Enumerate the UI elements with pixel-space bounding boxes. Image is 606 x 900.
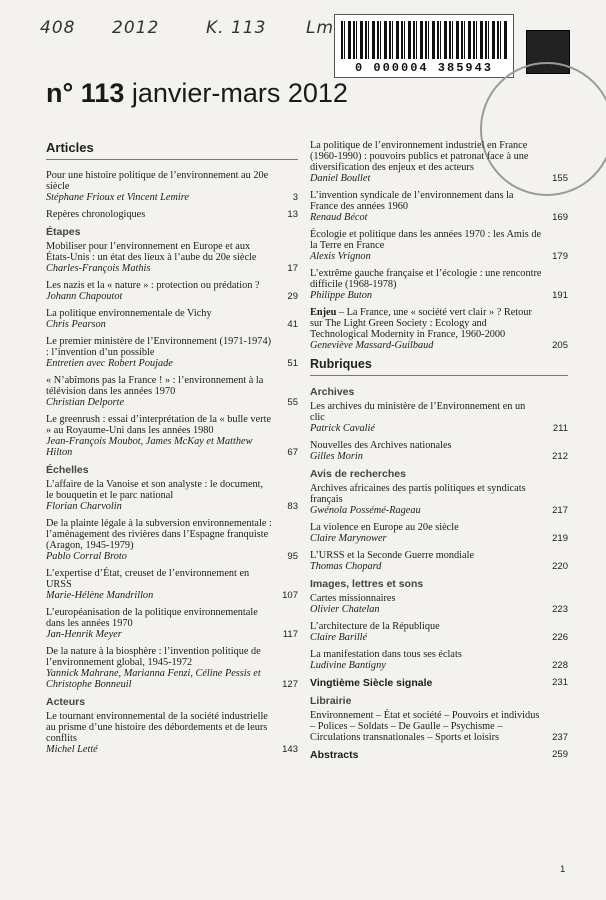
toc-entry[interactable]	[310, 190, 568, 223]
avis-heading: Avis de recherches	[310, 468, 406, 480]
toc-entry[interactable]	[46, 241, 298, 274]
toc-entry[interactable]	[46, 479, 298, 512]
toc-entry[interactable]	[310, 621, 568, 643]
enjeu-entry[interactable]: Enjeu – La France, une « société vert clair » ? Retour sur The Light Green Society : Ecology and Technological Modernity in France, 1960-2000 Geneviève Massard-Guilbaud 205	[310, 307, 568, 351]
entry-page: 219	[552, 533, 568, 544]
barcode-label	[334, 14, 514, 78]
entry-page: 117	[282, 629, 298, 640]
entry-title: La politique environnementale de Vichy	[46, 308, 212, 319]
toc-entry[interactable]	[46, 518, 298, 562]
entry-page: 51	[287, 358, 298, 369]
barcode-number: 0 000004 385943	[354, 61, 494, 75]
entry-authors: Charles-François Mathis	[46, 263, 151, 274]
entry-title: Le premier ministère de l’Environnement (1971-1974) : l’invention d’un possible	[46, 336, 272, 358]
entry-page: 155	[552, 173, 568, 184]
entry-title: Archives africaines des partis politiques et syndicats français	[310, 483, 526, 505]
toc-entry[interactable]	[46, 607, 298, 640]
entry-authors: Pablo Corral Broto	[46, 551, 127, 562]
entry-authors: Patrick Cavalié	[310, 423, 375, 434]
entry-authors: Yannick Mahrane, Marianna Fenzi, Céline Pessis et Christophe Bonneuil	[46, 668, 261, 690]
entry-title: L’invention syndicale de l’environnement dans la France des années 1960	[310, 190, 514, 212]
toc-left-column	[46, 140, 298, 761]
toc-entry[interactable]	[46, 336, 298, 369]
entry-title: L’extrême gauche française et l’écologie : une rencontre difficile (1968-1978)	[310, 268, 542, 290]
entry-page: 226	[552, 632, 568, 643]
entry-title: La politique de l’environnement industriel en France (1960-1990) : pouvoirs publics et patronat face à une diversification des enjeux et des acteurs	[310, 140, 529, 173]
entry-authors: Renaud Bécot	[310, 212, 368, 223]
toc-entry[interactable]	[46, 308, 298, 330]
images-list	[310, 593, 568, 671]
toc-entry[interactable]	[46, 568, 298, 601]
divider	[310, 375, 568, 376]
archives-list	[310, 401, 568, 462]
toc-entry[interactable]	[46, 414, 298, 458]
entry-authors: Claire Barillé	[310, 632, 368, 643]
entry-title: « N’abîmons pas la France ! » : l’environnement à la télévision dans les années 1970	[46, 375, 264, 397]
entry-title: L’expertise d’État, creuset de l’environnement en URSS	[46, 568, 250, 590]
entry-authors: Michel Letté	[46, 744, 98, 755]
toc-entry[interactable]	[310, 268, 568, 301]
vingtieme-entry[interactable]: Vingtième Siècle signale 231	[310, 677, 568, 689]
entry-title: Le tournant environnemental de la société industrielle au prisme d’une histoire des débordements et de leurs conflits	[46, 711, 268, 744]
librairie-entry[interactable]: Environnement – État et société – Pouvoirs et individus – Polices – Soldats – De Gaulle – Psychisme – Circulations transnationales – Sports et loisirs 237	[310, 710, 568, 743]
entry-authors: Christian Delporte	[46, 397, 125, 408]
toc-entry[interactable]	[310, 140, 568, 184]
toc-entry[interactable]	[310, 440, 568, 462]
abstracts-entry[interactable]: Abstracts 259	[310, 749, 568, 761]
acteurs-list-left	[46, 711, 298, 755]
entry-page: 95	[287, 551, 298, 562]
toc-entry[interactable]	[310, 401, 568, 434]
entry-authors: Florian Charvolin	[46, 501, 122, 512]
entry-title: L’architecture de la République	[310, 621, 440, 632]
rubriques-heading: Rubriques	[310, 357, 372, 371]
entry-title: Les nazis et la « nature » : protection ou prédation ?	[46, 280, 260, 291]
toc-entry[interactable]	[46, 375, 298, 408]
entry-authors: Entretien avec Robert Poujade	[46, 358, 173, 369]
divider	[46, 159, 298, 160]
entry-authors: Jean-François Moubot, James McKay et Matthew Hilton	[46, 436, 253, 458]
entry-title: La manifestation dans tous ses éclats	[310, 649, 462, 660]
entry-title: Cartes missionnaires	[310, 593, 396, 604]
entry-page: 191	[552, 290, 568, 301]
entry-title: Mobiliser pour l’environnement en Europe et aux États-Unis : un état des lieux à l’aube du 20e siècle	[46, 241, 257, 263]
entry-page: 211	[552, 423, 568, 434]
entry-title: Pour une histoire politique de l’environnement au 20e siècle	[46, 170, 269, 192]
acteurs-heading: Acteurs	[46, 696, 86, 708]
entry-authors: Gwénola Possémé-Rageau	[310, 505, 421, 516]
toc-entry[interactable]	[46, 280, 298, 302]
entry-authors: Thomas Chopard	[310, 561, 382, 572]
entry-title: De la plainte légale à la subversion environnementale : l’aménagement des rivières dans l’Espagne franquiste (Aragon, 1945-1979)	[46, 518, 272, 551]
toc-entry[interactable]	[46, 170, 298, 203]
entry-page: 3	[292, 192, 298, 203]
entry-page: 17	[287, 263, 298, 274]
avis-list	[310, 483, 568, 572]
entry-title: L’affaire de la Vanoise et son analyste : le document, le bouquetin et le parc national	[46, 479, 264, 501]
articles-heading: Articles	[46, 140, 94, 155]
entry-page: 127	[282, 679, 298, 690]
toc-right-column	[310, 140, 568, 765]
entry-authors: Claire Marynower	[310, 533, 387, 544]
entry-authors: Stéphane Frioux et Vincent Lemire	[46, 192, 189, 203]
entry-authors: Chris Pearson	[46, 319, 106, 330]
entry-page: 217	[552, 505, 568, 516]
toc-entry[interactable]	[46, 646, 298, 690]
entry-title: De la nature à la biosphère : l’invention politique de l’environnement global, 1945-1972	[46, 646, 261, 668]
toc-entry[interactable]	[310, 593, 568, 615]
entry-authors: Ludivine Bantigny	[310, 660, 386, 671]
entry-authors: Daniel Boullet	[310, 173, 371, 184]
entry-page: 143	[282, 744, 298, 755]
toc-entry[interactable]	[310, 483, 568, 516]
entry-title: Les archives du ministère de l’Environnement en un clic	[310, 401, 526, 423]
entry-authors: Gilles Morin	[310, 451, 363, 462]
intro-list	[46, 170, 298, 220]
entry-page: 169	[552, 212, 568, 223]
entry-authors: Philippe Buton	[310, 290, 373, 301]
handwritten-mark: Lm	[306, 18, 335, 38]
entry-authors: Marie-Hélène Mandrillon	[46, 590, 154, 601]
toc-entry[interactable]	[310, 649, 568, 671]
acteurs-list-right	[310, 140, 568, 301]
toc-entry[interactable]	[46, 711, 298, 755]
page-number: 1	[560, 864, 566, 875]
entry-authors: Jan-Henrik Meyer	[46, 629, 122, 640]
entry-title: L’URSS et la Seconde Guerre mondiale	[310, 550, 475, 561]
etapes-list	[46, 241, 298, 458]
entry-title: Repères chronologiques	[46, 209, 146, 220]
archives-heading: Archives	[310, 386, 355, 398]
etapes-heading: Étapes	[46, 226, 81, 238]
entry-page: 13	[287, 209, 298, 220]
echelles-heading: Échelles	[46, 464, 89, 476]
entry-page: 107	[282, 590, 298, 601]
echelles-list	[46, 479, 298, 690]
entry-authors: Alexis Vrignon	[310, 251, 371, 262]
entry-page: 67	[287, 447, 298, 458]
entry-title: L’européanisation de la politique environnementale dans les années 1970	[46, 607, 258, 629]
toc-entry[interactable]	[310, 550, 568, 572]
entry-page: 55	[287, 397, 298, 408]
entry-title: Nouvelles des Archives nationales	[310, 440, 452, 451]
entry-page: 41	[287, 319, 298, 330]
issue-title: n° 113 janvier-mars 2012	[46, 78, 348, 108]
images-heading: Images, lettres et sons	[310, 578, 424, 590]
entry-authors: Johann Chapoutot	[46, 291, 123, 302]
librairie-heading: Librairie	[310, 695, 352, 707]
toc-entry[interactable]	[310, 229, 568, 262]
entry-page: 228	[552, 660, 568, 671]
toc-entry[interactable]	[46, 209, 298, 220]
handwritten-ref: K. 113	[206, 18, 267, 38]
entry-authors: Olivier Chatelan	[310, 604, 380, 615]
entry-page: 223	[552, 604, 568, 615]
entry-page: 83	[287, 501, 298, 512]
entry-title: La violence en Europe au 20e siècle	[310, 522, 459, 533]
entry-page: 179	[552, 251, 568, 262]
entry-page: 29	[287, 291, 298, 302]
entry-page: 220	[552, 561, 568, 572]
barcode-bars	[341, 21, 507, 59]
handwritten-year: 2012	[112, 18, 160, 38]
handwritten-code: 408	[40, 18, 76, 38]
entry-title: Écologie et politique dans les années 1970 : les Amis de la Terre en France	[310, 229, 542, 251]
entry-title: Le greenrush : essai d’interprétation de la « bulle verte » au Royaume-Uni dans les années 1980	[46, 414, 272, 436]
entry-page: 212	[552, 451, 568, 462]
toc-entry[interactable]	[310, 522, 568, 544]
